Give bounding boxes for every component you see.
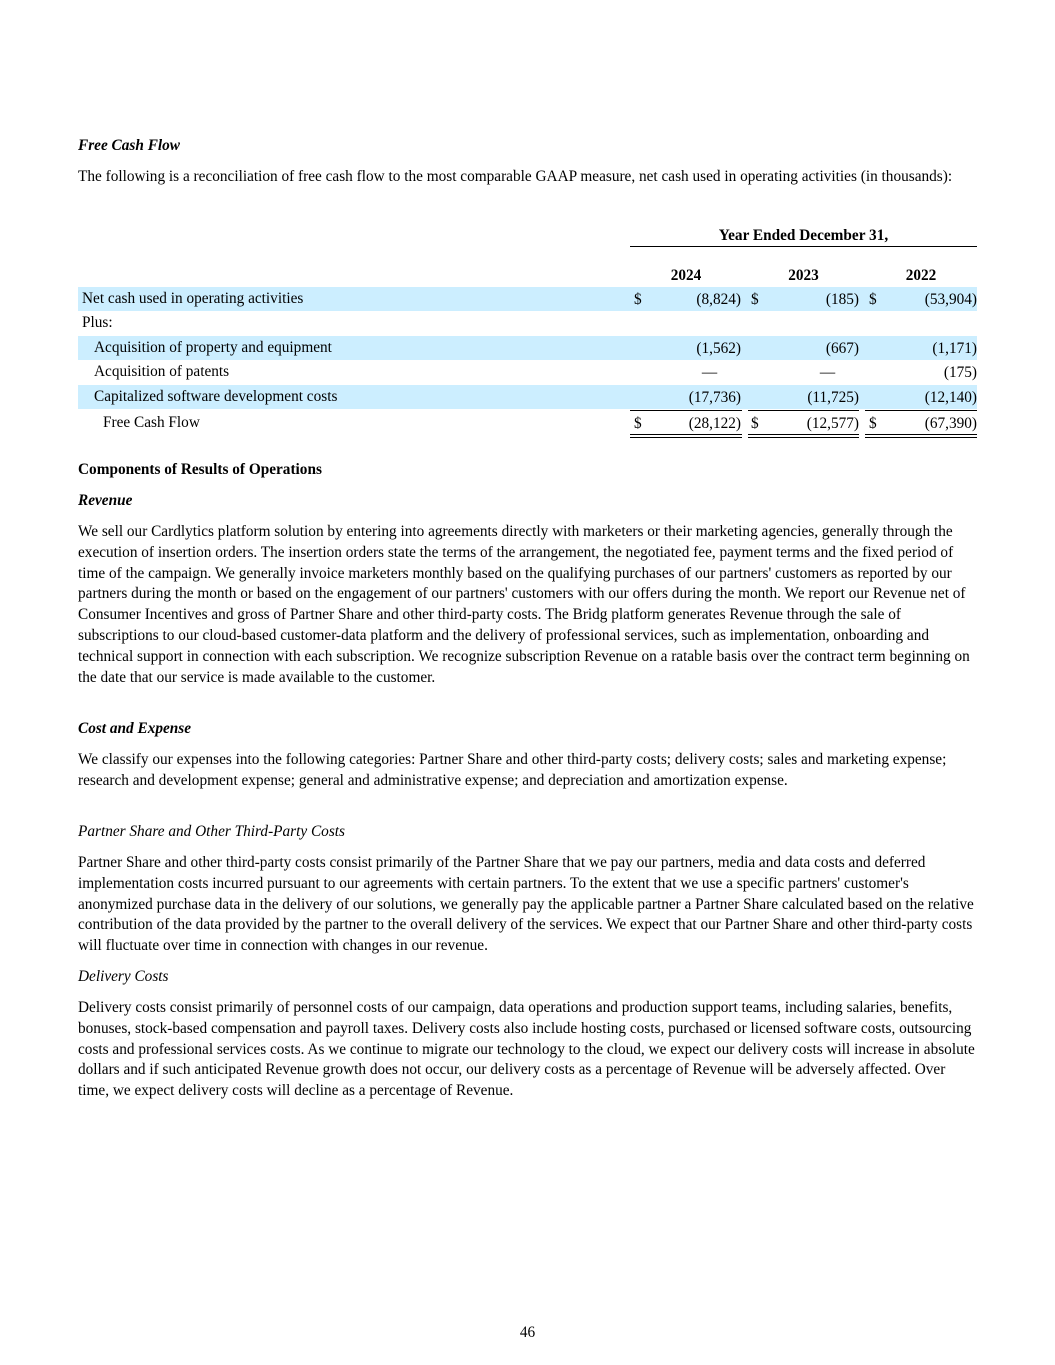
dollar-sign: $ [751,415,759,432]
value-2023: (185) [825,291,859,308]
value-2022: (12,140) [924,389,977,406]
row-label: Free Cash Flow [103,414,200,431]
value-2023: (11,725) [807,389,859,406]
row-label: Plus: [82,314,113,331]
dollar-sign: $ [634,291,642,308]
row-label: Net cash used in operating activities [82,290,304,307]
year-header-2023: 2023 [788,267,819,284]
dollar-sign: $ [869,415,877,432]
partner-share-heading: Partner Share and Other Third-Party Costs [78,823,345,840]
period-header: Year Ended December 31, [718,227,889,244]
row-label: Acquisition of property and equipment [94,339,332,356]
total-double-rule [748,434,859,438]
free-cash-flow-table [78,226,977,442]
value-2024: (17,736) [688,389,741,406]
fcf-intro: The following is a reconciliation of free cash flow to the most comparable GAAP measure, net cash used in operating activities (in thousands): [78,168,953,185]
dollar-sign: $ [634,415,642,432]
table-row [78,336,977,360]
value-2024: — [701,364,718,381]
value-2022: (53,904) [924,291,977,308]
delivery-costs-paragraph: Delivery costs consist primarily of personnel costs of our campaign, data operations and production support teams, including salaries, benefits, bonuses, stock-based compensation and payroll taxes. Delivery costs also include hosting costs, purchased or licensed software costs, outsourcing costs and professional services costs. As we continue to migrate our technology to the cloud, we expect our delivery costs will increase in absolute dollars and if such anticipated Revenue growth does not occur, our delivery costs as a percentage of Revenue will be adversely affected. Over time, we expect delivery costs will decline as a percentage of Revenue. [78,999,975,1100]
value-2022: (67,390) [924,415,977,432]
value-2024: (8,824) [696,291,741,308]
period-header-rule [630,246,977,247]
fcf-heading: Free Cash Flow [78,137,180,154]
delivery-costs-heading: Delivery Costs [78,968,169,985]
components-heading: Components of Results of Operations [78,461,322,478]
total-double-rule [630,434,742,438]
dollar-sign: $ [869,291,877,308]
table-row [78,287,977,311]
value-2024: (28,122) [688,415,741,432]
row-label: Capitalized software development costs [94,388,338,405]
page-number: 46 [519,1324,536,1341]
year-header-2024: 2024 [670,267,702,284]
value-2022: (175) [943,364,977,381]
cost-heading: Cost and Expense [78,720,192,737]
table-row [78,311,977,335]
partner-share-paragraph: Partner Share and other third-party costs consist primarily of the Partner Share that we pay our partners, media and data costs and deferred implementation costs incurred pursuant to our agreements with certain partners. To the extent that we use a specific partners' customer's anonymized purchase data in the delivery of our solutions, we generally pay the applicable partner a Partner Share calculated based on the relative contribution of the data provided by the partner to the overall delivery of the services. We expect that our Partner Share and other third-party costs will fluctuate over time in connection with changes in our revenue. [78,854,974,955]
value-2024: (1,562) [696,340,741,357]
value-2022: (1,171) [932,340,977,357]
total-double-rule [865,434,977,438]
cost-paragraph: We classify our expenses into the following categories: Partner Share and other third-party costs; delivery costs; sales and marketing expense; research and development expense; general and administrative expense; and depreciation and amortization expense. [78,751,947,789]
table-row [78,385,977,409]
value-2023: (667) [825,340,859,357]
row-label: Acquisition of patents [94,363,230,380]
year-header-2022: 2022 [905,267,937,284]
value-2023: (12,577) [806,415,859,432]
dollar-sign: $ [751,291,759,308]
value-2023: — [819,364,836,381]
table-row-total [78,411,977,435]
table-row [78,360,977,384]
revenue-heading: Revenue [78,492,133,509]
revenue-paragraph: We sell our Cardlytics platform solution by entering into agreements directly with marketers or their marketing agencies, generally through the execution of insertion orders. The insertion orders state the terms of the arrangement, the negotiated fee, payment terms and the fixed period of time of the campaign. We generally invoice marketers monthly based on the qualifying purchases of our partners' customers as reported by our partners during the month or based on the engagement of our partners' customers with our offers during the month. We report our Revenue net of Consumer Incentives and gross of Partner Share and other third-party costs. The Bridg platform generates Revenue through the sale of subscriptions to our cloud-based customer-data platform and the delivery of professional services, such as implementation, onboarding and technical support in connection with each subscription. We recognize subscription Revenue on a ratable basis over the contract term beginning on the date that our service is made available to the customer. [78,523,970,686]
